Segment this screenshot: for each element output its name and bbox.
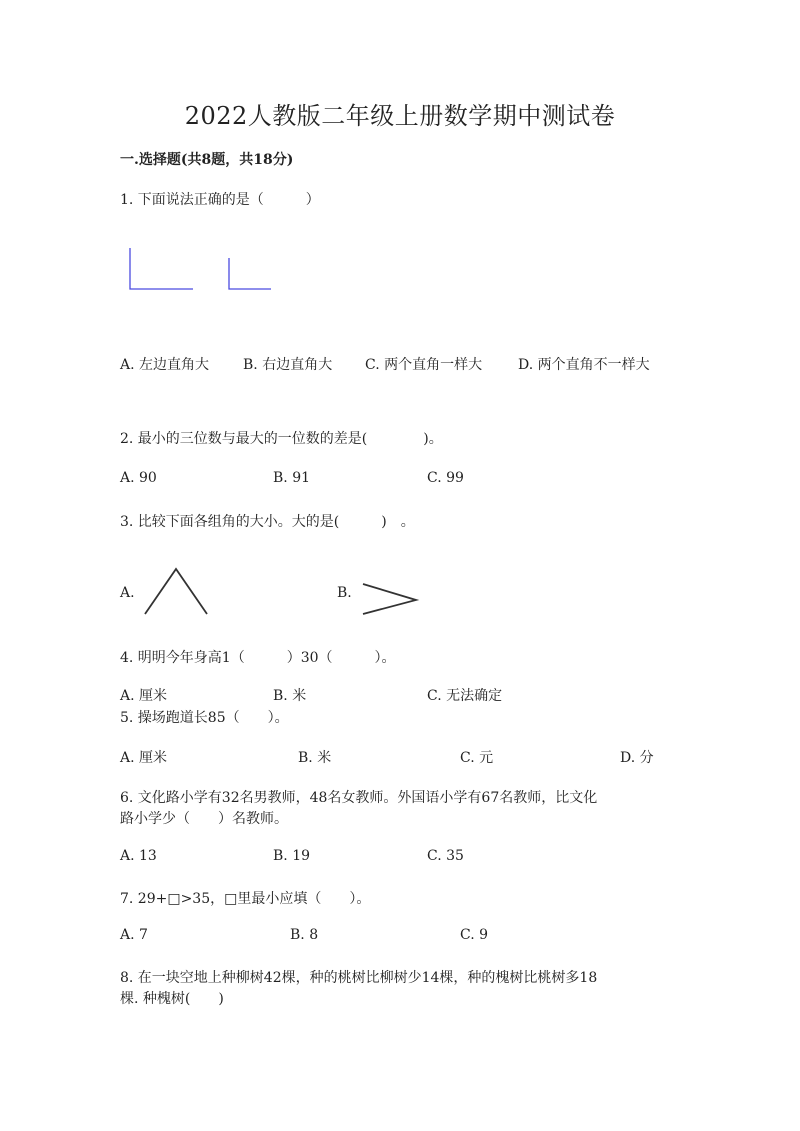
question-4-option-b: B. 米 [273,688,307,704]
question-1-option-a: A. 左边直角大 [120,357,210,373]
angle-b [363,584,416,614]
question-2-option-b: B. 91 [273,470,311,486]
question-1-option-b: B. 右边直角大 [243,357,333,373]
question-8-stem-line-1: 8. 在一块空地上种柳树42棵，种的桃树比柳树少14棵，种的槐树比桃树多18 [120,970,598,986]
question-3-stem: 3. 比较下面各组角的大小。大的是( ) 。 [120,514,415,530]
question-5-option-b: B. 米 [298,750,332,766]
section-heading: 一.选择题(共8题，共18分) [120,152,294,168]
question-4-option-c: C. 无法确定 [427,688,503,704]
question-2-option-a: A. 90 [120,470,157,486]
question-1-option-d: D. 两个直角不一样大 [518,357,650,373]
question-5-stem: 5. 操场跑道长85（ ）。 [120,710,289,726]
question-6-option-c: C. 35 [427,848,464,864]
question-7-stem: 7. 29+□>35，□里最小应填（ ）。 [120,891,371,907]
question-7-option-c: C. 9 [460,927,489,943]
question-3-label-a: A. [120,585,135,601]
question-5-option-d: D. 分 [620,750,654,766]
question-4-stem: 4. 明明今年身高1（ ）30（ ）。 [120,650,396,666]
question-7-option-a: A. 7 [120,927,148,943]
question-2-option-c: C. 99 [427,470,464,486]
question-7-option-b: B. 8 [290,927,319,943]
question-2-stem: 2. 最小的三位数与最大的一位数的差是( )。 [120,431,443,447]
question-8-stem-line-2: 棵. 种槐树( ) [120,991,224,1007]
question-5-option-c: C. 元 [460,750,494,766]
page-title: 2022人教版二年级上册数学期中测试卷 [184,102,616,130]
question-5-option-a: A. 厘米 [120,750,168,766]
angle-a [145,569,207,614]
question-4-option-a: A. 厘米 [120,688,168,704]
question-6-option-b: B. 19 [273,848,311,864]
question-6-stem-line-1: 6. 文化路小学有32名男教师，48名女教师。外国语小学有67名教师，比文化 [120,790,598,806]
question-3-label-b: B. [337,585,352,601]
question-1-option-c: C. 两个直角一样大 [365,357,483,373]
question-1-stem: 1. 下面说法正确的是（ ） [120,192,320,208]
question-6-option-a: A. 13 [120,848,157,864]
question-6-stem-line-2: 路小学少（ ）名教师。 [120,811,288,827]
